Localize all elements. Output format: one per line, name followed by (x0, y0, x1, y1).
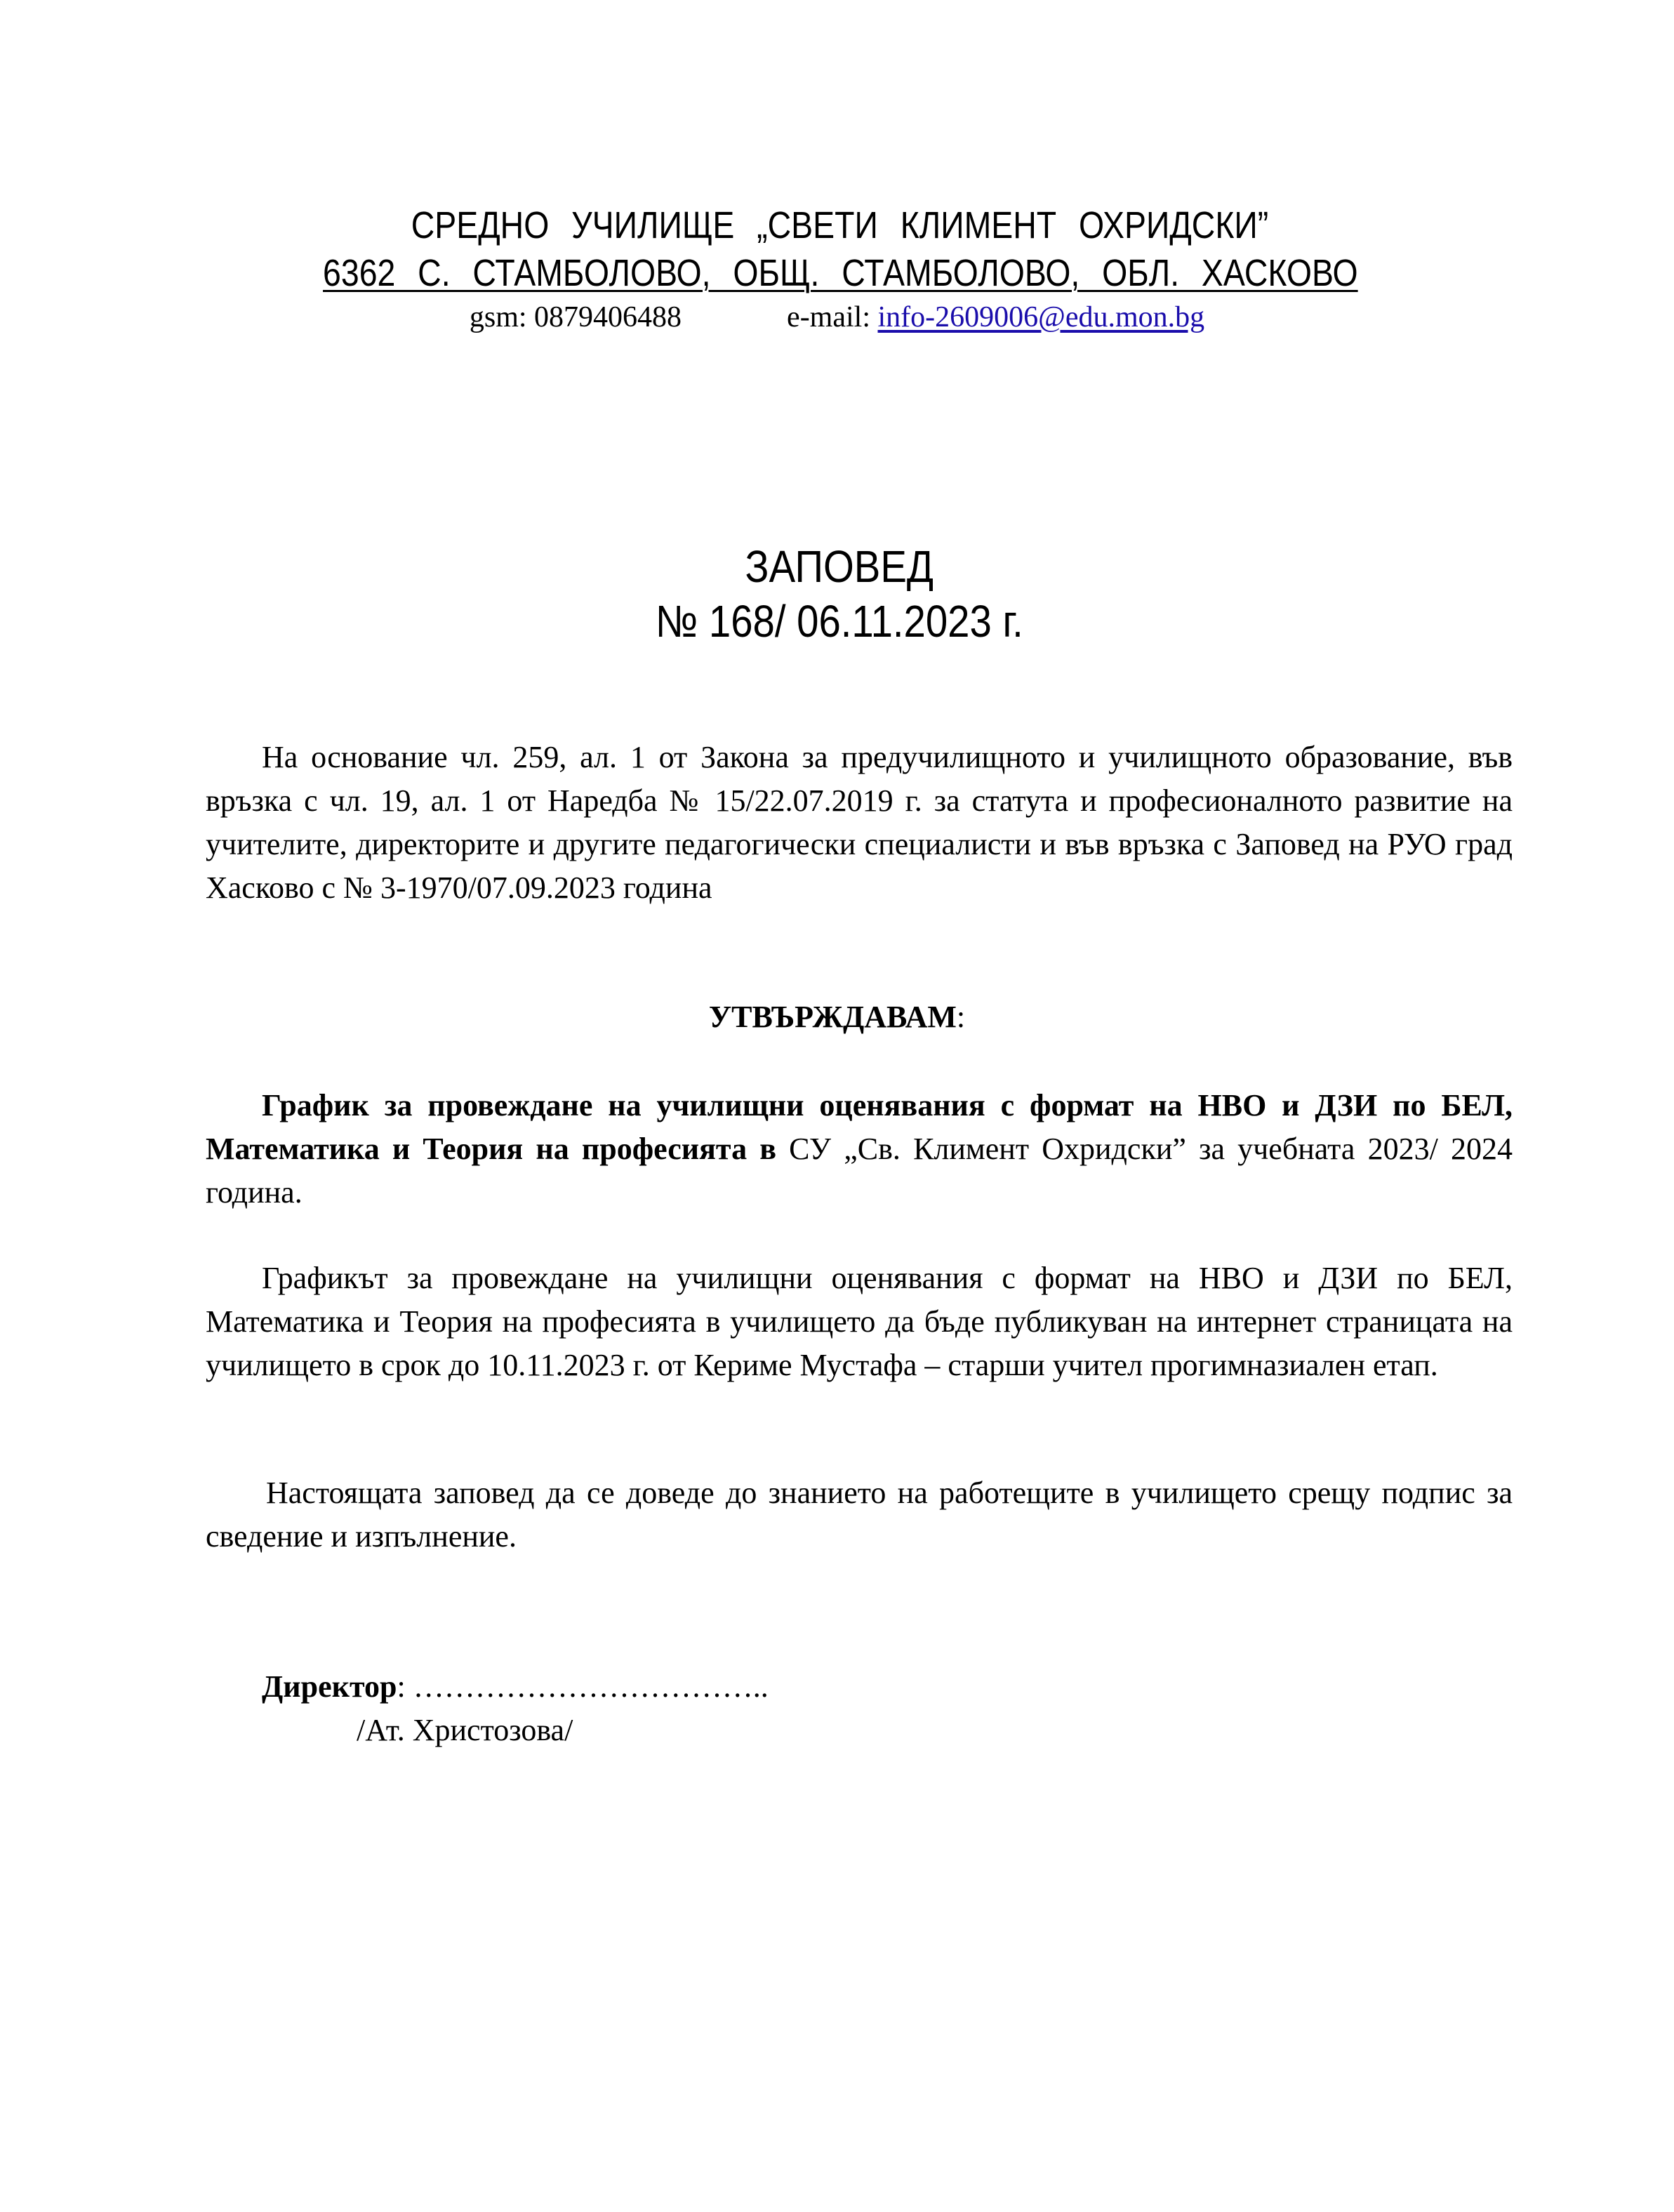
approve-word: УТВЪРЖДАВАМ (708, 1000, 957, 1034)
email-link[interactable]: info-2609006@edu.mon.bg (877, 301, 1205, 333)
signature-dots: : …………………………….. (397, 1669, 769, 1704)
school-address-text: 6362 С. СТАМБОЛОВО, ОБЩ. СТАМБОЛОВО, ОБЛ. ХАСКОВО (323, 252, 1358, 294)
gsm-number: gsm: 0879406488 (469, 301, 682, 333)
document-title: ЗАПОВЕД (745, 541, 934, 592)
notice-paragraph: Настоящата заповед да се доведе до знанието на работещите в училището срещу подпис за сведение и изпълнение. (206, 1476, 1513, 1554)
document-number: № 168/ 06.11.2023 г. (655, 596, 1023, 647)
approve-heading (0, 995, 1674, 1039)
schedule-rest-text: СУ „Св. Климент Охридски” за учебната 2023/ 2024 година. (206, 1132, 1513, 1210)
signature-line (262, 1665, 769, 1709)
signer-name: /Ат. Христозова/ (357, 1713, 573, 1747)
schedule-bold-text: График за провеждане на училищни оценявания с формат на НВО и ДЗИ по БЕЛ, Математика и Теория на професията в (206, 1088, 1513, 1166)
contact-line (0, 300, 1674, 334)
publish-paragraph: Графикът за провеждане на училищни оценявания с формат на НВО и ДЗИ по БЕЛ, Математика и Теория на професията в училището да бъде публикуван на интернет страницата на училището в срок до 10.11.2023 г. от Кериме Мустафа – старши учител прогимназиален етап. (206, 1261, 1513, 1382)
basis-paragraph: На основание чл. 259, ал. 1 от Закона за предучилищното и училищното образование, във връзка с чл. 19, ал. 1 от Наредба № 15/22.07.2019 г. за статута и професионалното развитие на учителите, директорите и другите педагогически специалисти и във връзка с Заповед на РУО град Хасково с № 3-1970/07.09.2023 година (206, 740, 1513, 905)
school-name: СРЕДНО УЧИЛИЩЕ „СВЕТИ КЛИМЕНТ ОХРИДСКИ” (411, 204, 1269, 246)
schedule-paragraph (206, 1084, 1513, 1214)
signature-label: Директор (262, 1669, 397, 1704)
school-address (121, 251, 1560, 295)
approve-colon: : (956, 1000, 966, 1034)
email-label: e-mail: (787, 301, 878, 333)
